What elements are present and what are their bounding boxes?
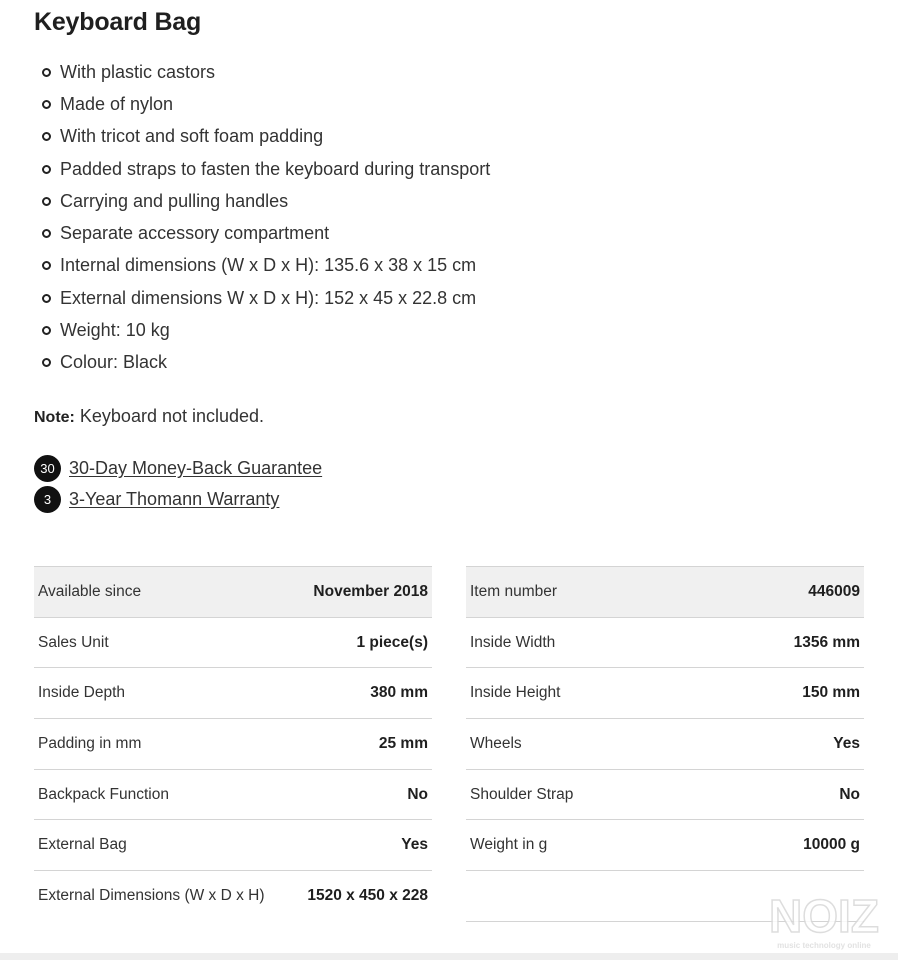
spec-value: 1 piece(s) <box>356 633 428 651</box>
footer-bar <box>0 953 898 960</box>
money-back-guarantee-link[interactable]: 30-Day Money-Back Guarantee <box>69 458 323 478</box>
table-row <box>34 617 432 668</box>
note <box>34 406 264 427</box>
feature-text: Weight: 10 kg <box>60 320 170 341</box>
circle-bullet-icon <box>42 294 51 303</box>
spec-label: Shoulder Strap <box>470 785 574 803</box>
spec-label: Padding in mm <box>38 734 142 752</box>
feature-text: Colour: Black <box>60 352 168 373</box>
spec-label: External Dimensions (W x D x H) <box>38 887 265 905</box>
table-row <box>466 567 864 618</box>
spec-value: Yes <box>401 836 428 854</box>
circle-bullet-icon <box>42 100 51 109</box>
feature-text: Internal dimensions (W x D x H): 135.6 x 38 x 15 cm <box>60 255 477 276</box>
table-row <box>466 820 864 871</box>
feature-text: With plastic castors <box>60 61 216 82</box>
circle-bullet-icon <box>42 261 51 270</box>
spec-value: Yes <box>833 734 860 752</box>
years-badge-icon: 3 <box>34 486 61 513</box>
spec-value: 446009 <box>808 582 860 600</box>
watermark-logo-text: NOIZ <box>769 890 879 942</box>
watermark-tagline: music technology online <box>777 941 871 950</box>
spec-label: Inside Depth <box>38 684 126 702</box>
feature-text: Carrying and pulling handles <box>60 190 289 211</box>
spec-label: Sales Unit <box>38 633 109 651</box>
list-item <box>42 185 490 217</box>
spec-table-right <box>466 566 864 922</box>
table-row <box>34 871 432 922</box>
spec-value: 10000 g <box>803 836 860 854</box>
days-badge-icon: 30 <box>34 455 61 482</box>
table-row <box>34 820 432 871</box>
spec-table-left <box>34 566 432 921</box>
circle-bullet-icon <box>42 358 51 367</box>
spec-value: 1356 mm <box>793 633 860 651</box>
circle-bullet-icon <box>42 132 51 141</box>
page-title: Keyboard Bag <box>34 8 202 36</box>
circle-bullet-icon <box>42 229 51 238</box>
feature-text: External dimensions W x D x H): 152 x 45 x 22.8 cm <box>60 287 477 308</box>
table-row <box>34 769 432 820</box>
circle-bullet-icon <box>42 197 51 206</box>
feature-text: With tricot and soft foam padding <box>60 126 324 147</box>
list-item <box>42 56 490 88</box>
spec-label: Inside Width <box>470 633 556 651</box>
feature-list <box>42 56 490 379</box>
list-item <box>42 314 490 346</box>
spec-label: Weight in g <box>470 836 548 854</box>
note-text: Keyboard not included. <box>79 406 265 426</box>
spec-label: Available since <box>38 582 142 600</box>
circle-bullet-icon <box>42 165 51 174</box>
noiz-watermark-logo <box>760 888 888 952</box>
warranty-link[interactable]: 3-Year Thomann Warranty <box>69 489 280 509</box>
spec-value: 25 mm <box>378 734 428 752</box>
list-item <box>42 347 490 379</box>
money-back-guarantee <box>34 455 322 482</box>
warranty <box>34 486 279 513</box>
list-item <box>42 121 490 153</box>
table-row <box>34 668 432 719</box>
spec-value: 150 mm <box>802 684 860 702</box>
feature-text: Made of nylon <box>60 93 174 114</box>
spec-value: No <box>407 785 428 803</box>
spec-label: Backpack Function <box>38 785 169 803</box>
table-row <box>466 668 864 719</box>
spec-value: 380 mm <box>370 684 428 702</box>
table-row <box>34 567 432 618</box>
list-item <box>42 250 490 282</box>
list-item <box>42 282 490 314</box>
list-item <box>42 217 490 249</box>
feature-text: Separate accessory compartment <box>60 223 330 244</box>
spec-value: 1520 x 450 x 228 <box>307 887 428 905</box>
table-row <box>34 719 432 770</box>
spec-label: Wheels <box>470 734 522 752</box>
list-item <box>42 153 490 185</box>
spec-label: Item number <box>470 582 558 600</box>
list-item <box>42 88 490 120</box>
empty-cell <box>466 871 705 922</box>
table-row <box>466 719 864 770</box>
spec-value: No <box>839 785 860 803</box>
note-label: Note: <box>34 409 75 426</box>
circle-bullet-icon <box>42 326 51 335</box>
spec-label: External Bag <box>38 836 127 854</box>
spec-label: Inside Height <box>470 684 561 702</box>
feature-text: Padded straps to fasten the keyboard during transport <box>60 158 491 179</box>
circle-bullet-icon <box>42 68 51 77</box>
table-row <box>466 769 864 820</box>
spec-value: November 2018 <box>313 582 428 600</box>
table-row <box>466 617 864 668</box>
